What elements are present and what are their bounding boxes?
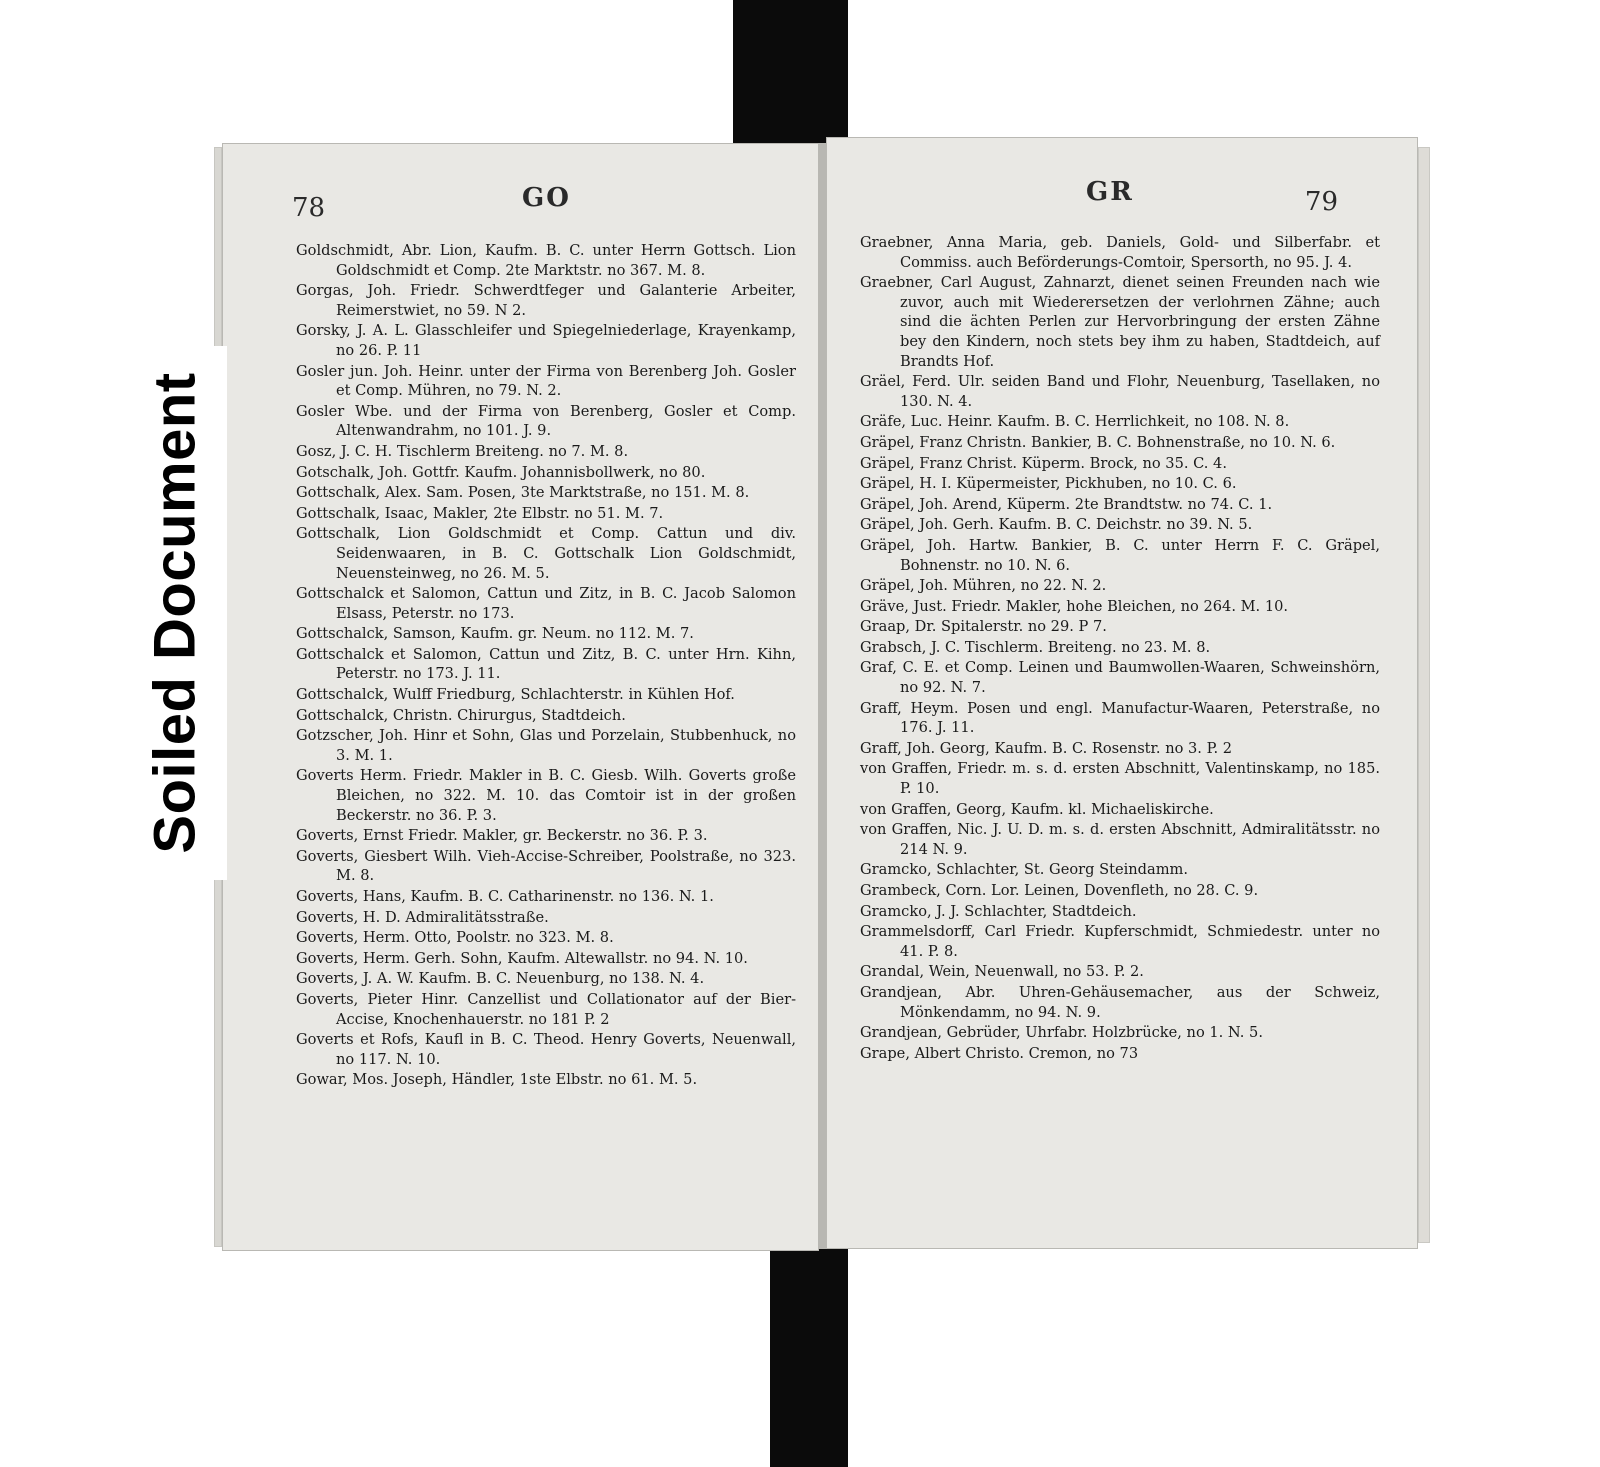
left-entries-list	[296, 241, 796, 1091]
directory-entry: Gotschalk, Joh. Gottfr. Kaufm. Johannisbollwerk, no 80.	[296, 463, 706, 481]
directory-entry: Goverts, Pieter Hinr. Canzellist und Collationator auf der Bier-Accise, Knochenhauerstr. no 181 P. 2	[296, 990, 796, 1028]
directory-entry: Goverts Herm. Friedr. Makler in B. C. Giesb. Wilh. Goverts große Bleichen, no 322. M. 10. das Comtoir ist in der großen Beckerstr. no 36. P. 3.	[296, 767, 796, 824]
directory-entry: Gosz, J. C. H. Tischlerm Breiteng. no 7. M. 8.	[296, 442, 629, 460]
directory-entry: Gorsky, J. A. L. Glasschleifer und Spiegelniederlage, Krayenkamp, no 26. P. 11	[296, 322, 796, 359]
directory-entry: Gramcko, J. J. Schlachter, Stadtdeich.	[860, 902, 1137, 920]
directory-entry: Goverts, H. D. Admiralitätsstraße.	[296, 908, 549, 926]
directory-entry: Gräfe, Luc. Heinr. Kaufm. B. C. Herrlichkeit, no 108. N. 8.	[860, 413, 1290, 431]
directory-entry: Gottschalck, Christn. Chirurgus, Stadtdeich.	[296, 706, 626, 724]
directory-entry: Graebner, Carl August, Zahnarzt, dienet seinen Freunden nach wie zuvor, auch mit Wiederersetzen der verlohrnen Zähne; auch sind die ächten Perlen zur Hervorbringung der ersten Zähne bey den Kindern, noch stets bey ihm zu haben, Stadtdeich, auf Brandts Hof.	[860, 274, 1380, 370]
directory-entry: Grambeck, Corn. Lor. Leinen, Dovenfleth, no 28. C. 9.	[860, 882, 1259, 899]
directory-entry: Gottschalck, Samson, Kaufm. gr. Neum. no 112. M. 7.	[296, 625, 694, 643]
soiled-document-label	[123, 346, 227, 880]
left-running-head: GO	[522, 183, 571, 213]
directory-entry: Gosler Wbe. und der Firma von Berenberg, Gosler et Comp. Altenwandrahm, no 101. J. 9.	[296, 402, 796, 440]
directory-entry: Gräpel, Joh. Hartw. Bankier, B. C. unter Herrn F. C. Gräpel, Bohnenstr. no 10. N. 6.	[860, 536, 1380, 574]
directory-entry: Gräpel, Franz Christ. Küperm. Brock, no 35. C. 4.	[860, 454, 1227, 472]
directory-entry: Goverts, Giesbert Wilh. Vieh-Accise-Schreiber, Poolstraße, no 323. M. 8.	[296, 847, 796, 885]
directory-entry: Graebner, Anna Maria, geb. Daniels, Gold- und Silberfabr. et Commiss. auch Beförderungs-Comtoir, Spersorth, no 95. J. 4.	[860, 234, 1380, 271]
directory-entry: Gosler jun. Joh. Heinr. unter der Firma von Berenberg Joh. Gosler et Comp. Mühren, no 79. N. 2.	[296, 362, 796, 400]
directory-entry: Gräpel, Joh. Gerh. Kaufm. B. C. Deichstr. no 39. N. 5.	[860, 516, 1253, 534]
right-entries-list	[860, 233, 1380, 1064]
directory-entry: Grandal, Wein, Neuenwall, no 53. P. 2.	[860, 963, 1144, 981]
directory-entry: Graf, C. E. et Comp. Leinen und Baumwollen-Waaren, Schweinshörn, no 92. N. 7.	[860, 659, 1380, 697]
directory-entry: Gottschalck et Salomon, Cattun und Zitz, B. C. unter Hrn. Kihn, Peterstr. no 173. J. 11.	[296, 645, 796, 683]
directory-entry: Gottschalk, Alex. Sam. Posen, 3te Marktstraße, no 151. M. 8.	[296, 484, 750, 502]
directory-entry: Gramcko, Schlachter, St. Georg Steindamm.	[860, 861, 1189, 879]
directory-entry: Gräpel, Joh. Mühren, no 22. N. 2.	[860, 577, 1107, 595]
binding-strap-top	[733, 0, 848, 147]
directory-entry: Goverts, Hans, Kaufm. B. C. Catharinenstr. no 136. N. 1.	[296, 888, 714, 905]
directory-entry: Gottschalck et Salomon, Cattun und Zitz, in B. C. Jacob Salomon Elsass, Peterstr. no 173.	[296, 585, 796, 622]
directory-entry: Gottschalk, Isaac, Makler, 2te Elbstr. no 51. M. 7.	[296, 504, 664, 522]
directory-entry: Gotzscher, Joh. Hinr et Sohn, Glas und Porzelain, Stubbenhuck, no 3. M. 1.	[296, 727, 796, 764]
directory-entry: Gorgas, Joh. Friedr. Schwerdtfeger und Galanterie Arbeiter, Reimerstwiet, no 59. N 2.	[296, 282, 796, 319]
directory-entry: Gottschalk, Lion Goldschmidt et Comp. Cattun und div. Seidenwaaren, in B. C. Gottschalk Lion Goldschmidt, Neuensteinweg, no 26. M. 5.	[296, 525, 796, 582]
directory-entry: Graap, Dr. Spitalerstr. no 29. P 7.	[860, 618, 1107, 636]
directory-entry: Goverts, Ernst Friedr. Makler, gr. Beckerstr. no 36. P. 3.	[296, 827, 708, 845]
left-page	[222, 143, 819, 1251]
directory-entry: Goldschmidt, Abr. Lion, Kaufm. B. C. unter Herrn Gottsch. Lion Goldschmidt et Comp. 2te Marktstr. no 367. M. 8.	[296, 242, 796, 279]
directory-entry: Grandjean, Gebrüder, Uhrfabr. Holzbrücke, no 1. N. 5.	[860, 1024, 1263, 1042]
directory-entry: Gräpel, H. I. Küpermeister, Pickhuben, no 10. C. 6.	[860, 475, 1237, 493]
directory-entry: von Graffen, Nic. J. U. D. m. s. d. ersten Abschnitt, Admiralitätsstr. no 214 N. 9.	[860, 821, 1380, 858]
directory-entry: Grape, Albert Christo. Cremon, no 73	[860, 1044, 1139, 1062]
right-page-number: 79	[1304, 187, 1338, 217]
binding-strap-bottom	[770, 1248, 848, 1467]
directory-entry: Goverts et Rofs, Kaufl in B. C. Theod. Henry Goverts, Neuenwall, no 117. N. 10.	[296, 1031, 796, 1068]
directory-entry: Grabsch, J. C. Tischlerm. Breiteng. no 23. M. 8.	[860, 638, 1211, 656]
directory-entry: Grammelsdorff, Carl Friedr. Kupferschmidt, Schmiedestr. unter no 41. P. 8.	[860, 923, 1380, 960]
directory-entry: von Graffen, Friedr. m. s. d. ersten Abschnitt, Valentinskamp, no 185. P. 10.	[860, 760, 1380, 798]
directory-entry: Gräpel, Franz Christn. Bankier, B. C. Bohnenstraße, no 10. N. 6.	[860, 433, 1336, 451]
directory-entry: Gowar, Mos. Joseph, Händler, 1ste Elbstr. no 61. M. 5.	[296, 1071, 698, 1089]
directory-entry: Goverts, Herm. Gerh. Sohn, Kaufm. Altewallstr. no 94. N. 10.	[296, 949, 748, 967]
directory-entry: Graff, Heym. Posen und engl. Manufactur-Waaren, Peterstraße, no 176. J. 11.	[860, 699, 1380, 737]
left-page-number: 78	[292, 193, 326, 223]
soiled-document-text: Soiled Document	[142, 372, 208, 854]
directory-entry: Gräel, Ferd. Ulr. seiden Band und Flohr, Neuenburg, Tasellaken, no 130. N. 4.	[860, 373, 1380, 410]
right-running-head: GR	[1086, 177, 1134, 207]
directory-entry: von Graffen, Georg, Kaufm. kl. Michaeliskirche.	[860, 800, 1214, 818]
directory-entry: Graff, Joh. Georg, Kaufm. B. C. Rosenstr. no 3. P. 2	[860, 739, 1233, 757]
directory-entry: Gräpel, Joh. Arend, Küperm. 2te Brandtstw. no 74. C. 1.	[860, 495, 1273, 513]
directory-entry: Grandjean, Abr. Uhren-Gehäusemacher, aus der Schweiz, Mönkendamm, no 94. N. 9.	[860, 983, 1380, 1021]
directory-entry: Gräve, Just. Friedr. Makler, hohe Bleichen, no 264. M. 10.	[860, 597, 1289, 615]
right-page	[826, 137, 1418, 1249]
directory-entry: Goverts, J. A. W. Kaufm. B. C. Neuenburg, no 138. N. 4.	[296, 970, 705, 988]
directory-entry: Goverts, Herm. Otto, Poolstr. no 323. M. 8.	[296, 929, 614, 947]
directory-entry: Gottschalck, Wulff Friedburg, Schlachterstr. in Kühlen Hof.	[296, 686, 735, 704]
